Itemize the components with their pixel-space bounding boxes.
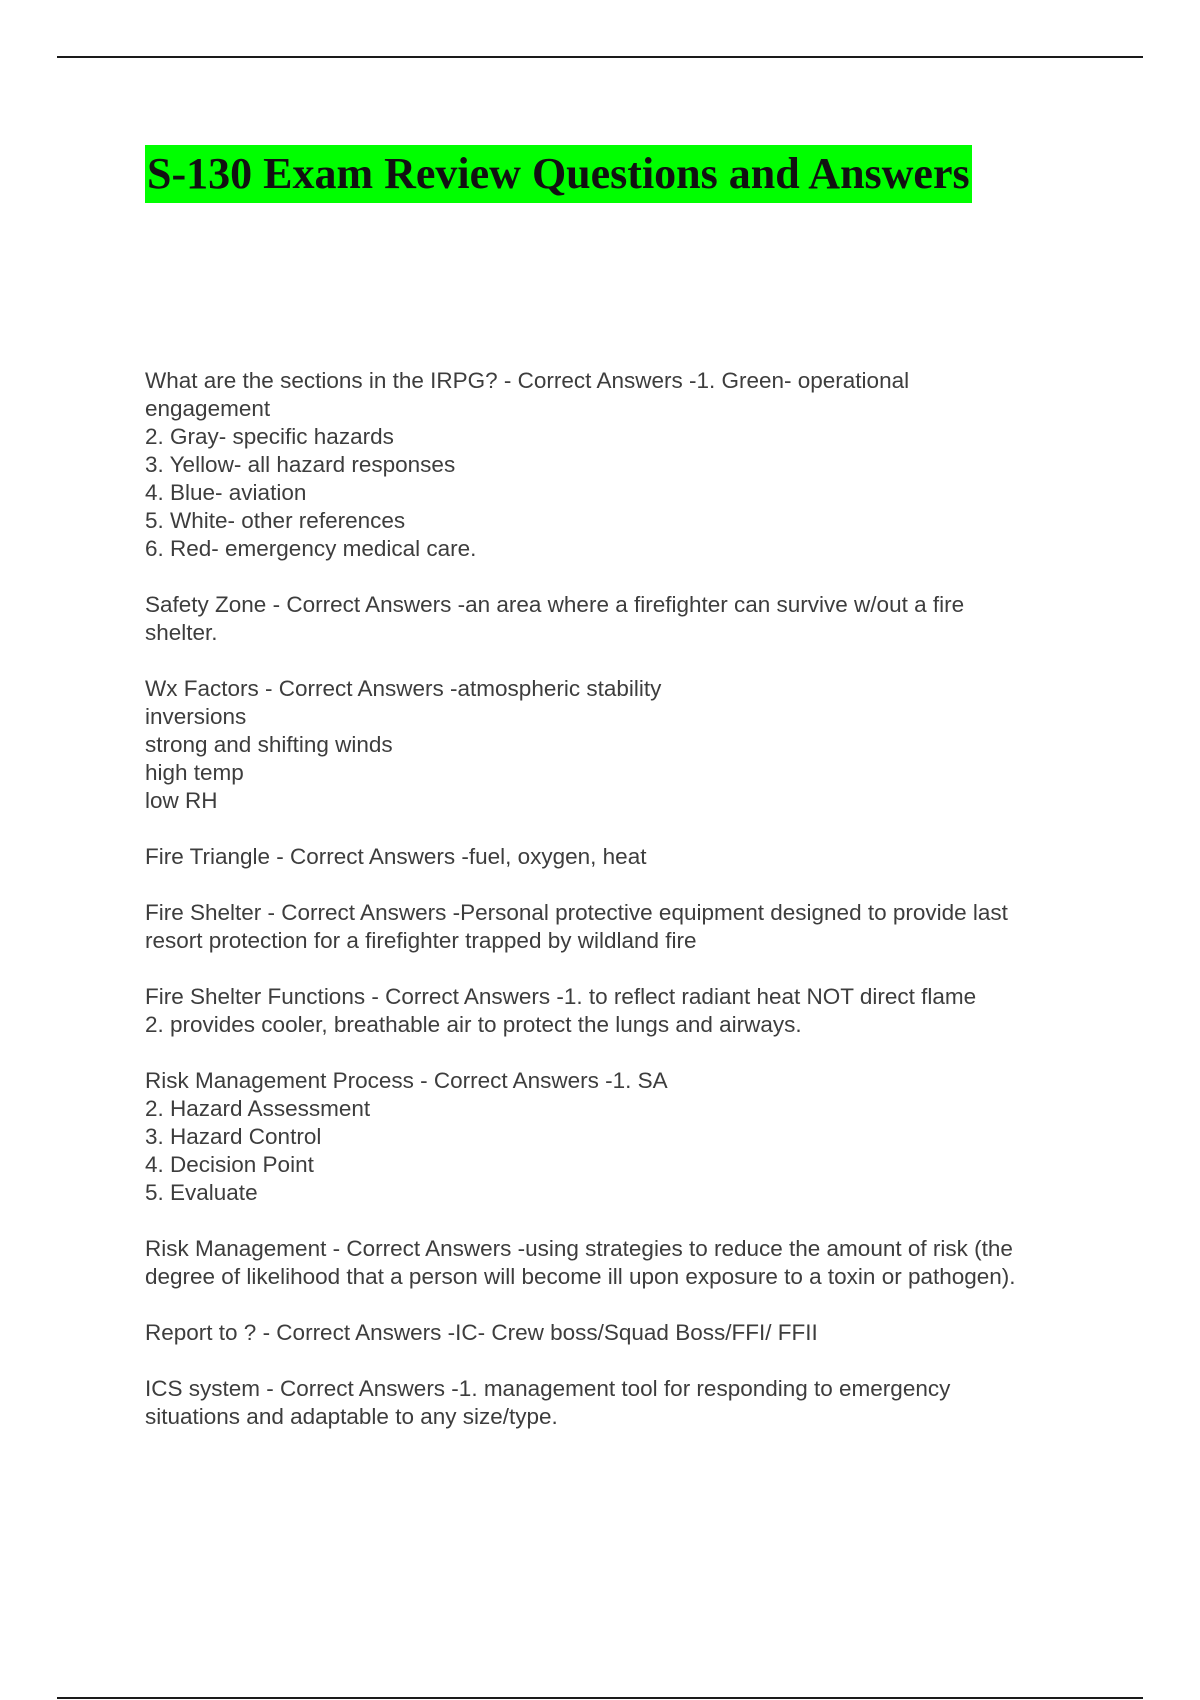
qa-entry <box>145 843 1090 871</box>
qa-answer-line: high temp <box>145 760 244 785</box>
qa-question-line: Safety Zone - Correct Answers -an area where a firefighter can survive w/out a fire <box>145 592 965 617</box>
qa-answer-line: 3. Hazard Control <box>145 1124 322 1149</box>
qa-entry <box>145 1235 1090 1291</box>
top-rule <box>57 56 1143 58</box>
qa-question-line: Risk Management - Correct Answers -using strategies to reduce the amount of risk (the <box>145 1236 1013 1261</box>
qa-answer-line: low RH <box>145 788 218 813</box>
qa-entry <box>145 1067 1090 1207</box>
qa-entry <box>145 899 1090 955</box>
qa-answer-line: resort protection for a firefighter trapped by wildland fire <box>145 928 697 953</box>
qa-answer-line: shelter. <box>145 620 218 645</box>
qa-question-line: Risk Management Process - Correct Answers -1. SA <box>145 1068 668 1093</box>
qa-answer-line: 4. Decision Point <box>145 1152 314 1177</box>
qa-answer-line: 4. Blue- aviation <box>145 480 307 505</box>
title-block <box>145 145 972 203</box>
qa-question-line: Report to ? - Correct Answers -IC- Crew boss/Squad Boss/FFI/ FFII <box>145 1320 818 1345</box>
qa-answer-line: 2. provides cooler, breathable air to protect the lungs and airways. <box>145 1012 802 1037</box>
qa-question-line: Wx Factors - Correct Answers -atmospheric stability <box>145 676 662 701</box>
qa-entry <box>145 983 1090 1039</box>
qa-answer-line: inversions <box>145 704 247 729</box>
qa-answer-line: situations and adaptable to any size/type. <box>145 1404 558 1429</box>
qa-answer-line: 5. Evaluate <box>145 1180 258 1205</box>
bottom-rule <box>57 1697 1143 1699</box>
qa-question-line: Fire Shelter - Correct Answers -Personal protective equipment designed to provide last <box>145 900 1008 925</box>
qa-answer-line: strong and shifting winds <box>145 732 393 757</box>
qa-answer-line: 5. White- other references <box>145 508 406 533</box>
qa-question-line: ICS system - Correct Answers -1. management tool for responding to emergency <box>145 1376 951 1401</box>
qa-list <box>145 367 1090 1459</box>
qa-question-line: Fire Triangle - Correct Answers -fuel, oxygen, heat <box>145 844 647 869</box>
qa-question-line: Fire Shelter Functions - Correct Answers -1. to reflect radiant heat NOT direct flame <box>145 984 977 1009</box>
qa-answer-line: 3. Yellow- all hazard responses <box>145 452 456 477</box>
qa-answer-line: 2. Hazard Assessment <box>145 1096 371 1121</box>
qa-entry <box>145 675 1090 815</box>
qa-entry <box>145 367 1090 563</box>
qa-answer-line: degree of likelihood that a person will become ill upon exposure to a toxin or pathogen). <box>145 1264 1016 1289</box>
qa-answer-line: 6. Red- emergency medical care. <box>145 536 477 561</box>
qa-entry <box>145 1319 1090 1347</box>
qa-question-line: What are the sections in the IRPG? - Correct Answers -1. Green- operational <box>145 368 910 393</box>
qa-entry <box>145 1375 1090 1431</box>
qa-entry <box>145 591 1090 647</box>
page-title: S-130 Exam Review Questions and Answers <box>145 145 972 203</box>
qa-answer-line: 2. Gray- specific hazards <box>145 424 394 449</box>
qa-answer-line: engagement <box>145 396 271 421</box>
